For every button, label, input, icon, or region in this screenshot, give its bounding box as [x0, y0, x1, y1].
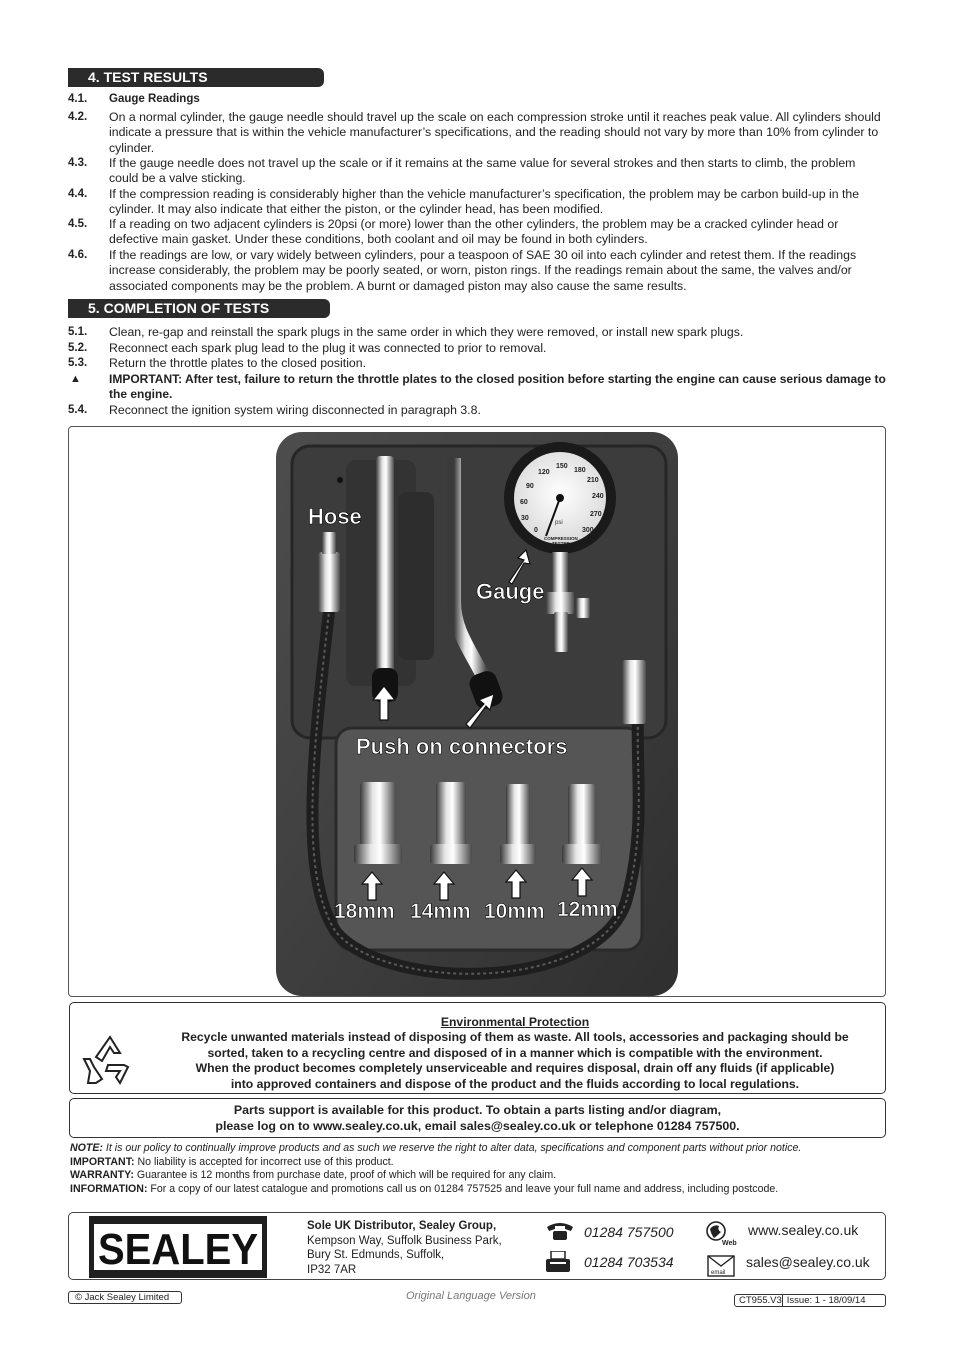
- dial-tick: 270: [590, 511, 602, 518]
- label-14mm: 14mm: [410, 900, 471, 923]
- environmental-title: Environmental Protection: [440, 1015, 590, 1029]
- para-5-2: [68, 341, 888, 356]
- section-4-heading: 4. TEST RESULTS: [68, 68, 324, 87]
- issue-number: Issue: 1 - 18/09/14: [782, 1295, 866, 1306]
- para-text: If the readings are low, or vary widely between cylinders, pour a teaspoon of SAE 30 oil into each cylinder and retest them. If the readings increase considerably, the problem may be poorly seated, or worn, piston rings. If the readings remain about the same, the valves and/or associated components may be the problem. A burnt or damaged piston may also cause the same results.: [109, 248, 857, 293]
- label-10mm: 10mm: [484, 900, 545, 923]
- dial-tick: 60: [520, 499, 528, 506]
- issue-label: [734, 1294, 886, 1307]
- para-number: 5.1.: [68, 326, 88, 338]
- address-line: Bury St. Edmunds, Suffolk,: [307, 1249, 445, 1262]
- para-4-6: [68, 248, 888, 294]
- dial-tick: 210: [587, 477, 599, 484]
- para-number: 4.4.: [68, 188, 88, 200]
- svg-text:Web: Web: [722, 1240, 737, 1246]
- parts-line: please log on to www.sealey.co.uk, email sales@sealey.co.uk or telephone 01284 757500.: [215, 1118, 740, 1133]
- original-language-label: Original Language Version: [406, 1290, 536, 1302]
- adaptor-14mm: [430, 782, 472, 864]
- para-text: If a reading on two adjacent cylinders is 20psi (or more) lower than the other cylinders, the problem may be a cracked cylinder head or defective main gasket. Under these conditions, both coolant and oil may be found in both cylinders.: [109, 217, 839, 247]
- telephone-number[interactable]: 01284 757500: [584, 1224, 674, 1240]
- para-number: 4.1.: [68, 93, 88, 105]
- para-4-1: [68, 92, 888, 107]
- important-line: IMPORTANT: No liability is accepted for incorrect use of this product.: [70, 1155, 394, 1168]
- address-line: Kempson Way, Suffolk Business Park,: [307, 1234, 502, 1247]
- hose-end-coupler: [622, 660, 646, 724]
- para-5-3: [68, 356, 888, 371]
- fax-icon: [545, 1251, 571, 1273]
- recycle-icon: [80, 1031, 140, 1091]
- para-text: Reconnect the ignition system wiring disconnected in paragraph 3.8.: [109, 403, 481, 417]
- information-line: INFORMATION: For a copy of our latest catalogue and promotions call us on 01284 757525 and leave your full name and address, including postcode.: [70, 1182, 779, 1195]
- para-text: Clean, re-gap and reinstall the spark plugs in the same order in which they were removed, or install new spark plugs.: [109, 325, 744, 339]
- footer-contact-box: [68, 1212, 886, 1280]
- para-important-warning: [68, 372, 888, 403]
- address-line: IP32 7AR: [307, 1263, 357, 1276]
- tray-hole: [337, 477, 343, 483]
- model-number: CT955.V3: [739, 1295, 782, 1306]
- website-link[interactable]: www.sealey.co.uk: [748, 1222, 859, 1238]
- environmental-line: Recycle unwanted materials instead of disposing of them as waste. All tools, accessories and packaging should be: [181, 1030, 849, 1045]
- fax-number[interactable]: 01284 703534: [584, 1254, 674, 1270]
- para-number: 5.2.: [68, 342, 88, 354]
- tube-recess-2: [398, 492, 434, 660]
- hose-coupler: [318, 552, 340, 612]
- label-gauge: Gauge: [476, 579, 545, 604]
- gauge-hub: [556, 494, 564, 502]
- environmental-protection-box: [69, 1002, 886, 1094]
- dial-unit: psi: [555, 520, 563, 526]
- hose-coupler-tip: [322, 532, 336, 554]
- dial-brand: COMPRESSION: [544, 536, 578, 541]
- section-5-heading: 5. COMPLETION OF TESTS: [68, 299, 330, 318]
- note-line: NOTE: It is our policy to continually improve products and as such we reserve the right to alter data, specifications and component parts without prior notice.: [70, 1142, 802, 1154]
- dial-tick: 0: [534, 527, 538, 534]
- copyright-label: © Jack Sealey Limited: [68, 1291, 182, 1304]
- svg-text:email: email: [711, 1270, 726, 1276]
- sealey-logo: [89, 1216, 267, 1278]
- para-number: 4.2.: [68, 111, 88, 123]
- legal-notes: [70, 1142, 890, 1196]
- dial-tick: 120: [538, 469, 550, 476]
- para-5-4: [68, 403, 888, 418]
- product-photo: [276, 432, 678, 996]
- para-text: Return the throttle plates to the closed position.: [109, 356, 367, 370]
- dial-tick: 90: [526, 483, 534, 490]
- para-4-5: [68, 217, 888, 248]
- para-4-3: [68, 156, 888, 187]
- gauge-stem: [552, 552, 568, 598]
- warranty-line: WARRANTY: Guarantee is 12 months from purchase date, proof of which will be required for any claim.: [70, 1169, 557, 1182]
- email-link[interactable]: sales@sealey.co.uk: [746, 1254, 870, 1270]
- para-text: On a normal cylinder, the gauge needle should travel up the scale on each compression stroke until it reaches peak value. All cylinders should indicate a pressure that is within the vehicle manufacturer’s specifications, and the reading should not vary by more than 10% from cylinder to cylinder.: [109, 110, 881, 155]
- environmental-line: sorted, taken to a recycling centre and disposed of in a manner which is compatible with the environment.: [207, 1045, 823, 1060]
- telephone-icon: [545, 1221, 575, 1241]
- label-18mm: 18mm: [334, 900, 395, 923]
- adaptor-18mm: [354, 782, 402, 864]
- dial-tick: 150: [556, 463, 568, 470]
- gauge-fitting: [554, 612, 568, 652]
- web-globe-icon: [705, 1220, 737, 1246]
- svg-text:SEALEY: SEALEY: [98, 1225, 258, 1274]
- para-text: Reconnect each spark plug lead to the plug it was connected to prior to removal.: [109, 341, 547, 355]
- para-text: Gauge Readings: [109, 93, 200, 105]
- extension-tube-straight: [376, 456, 394, 676]
- adaptor-12mm: [562, 784, 602, 864]
- parts-line: Parts support is available for this product. To obtain a parts listing and/or diagram,: [233, 1103, 722, 1117]
- environmental-line: into approved containers and dispose of the product and the fluids according to local regulations.: [230, 1076, 800, 1091]
- dial-tick: 240: [592, 493, 604, 500]
- email-envelope-icon: [707, 1255, 735, 1277]
- para-number: 4.3.: [68, 157, 88, 169]
- para-text: If the compression reading is considerably higher than the vehicle manufacturer’s specification, the problem may be carbon build-up in the cylinder. It may also indicate that either the piston, or the cylinder head, has been modified.: [109, 187, 860, 217]
- distributor-name: Sole UK Distributor, Sealey Group,: [307, 1220, 497, 1232]
- para-5-1: [68, 325, 888, 340]
- gauge-coupler: [546, 592, 574, 614]
- para-text: If the gauge needle does not travel up the scale or if it remains at the same value for several strokes and then starts to climb, the problem could be a valve sticking.: [109, 156, 856, 186]
- dial-tick: 30: [521, 515, 529, 522]
- dial-tick: 300: [582, 527, 594, 534]
- dial-tick: 180: [574, 467, 586, 474]
- label-12mm: 12mm: [557, 898, 618, 921]
- label-hose: Hose: [308, 504, 362, 529]
- parts-support-box: [69, 1098, 886, 1138]
- para-4-2: [68, 110, 888, 156]
- warning-triangle-icon: ▲: [70, 373, 81, 385]
- gauge-valve: [576, 598, 590, 618]
- para-number: 4.6.: [68, 249, 88, 261]
- label-push-on-connectors: Push on connectors: [356, 734, 568, 759]
- para-number: 5.4.: [68, 404, 88, 416]
- para-number: 4.5.: [68, 218, 88, 230]
- para-number: 5.3.: [68, 357, 88, 369]
- environmental-line: When the product becomes completely unserviceable and requires disposal, drain off any fluids (if applicable): [195, 1061, 835, 1076]
- environmental-text: [160, 1015, 870, 1092]
- distributor-address: [307, 1219, 502, 1277]
- para-4-4: [68, 187, 888, 218]
- para-text: IMPORTANT: After test, failure to return the throttle plates to the closed position before starting the engine can cause serious damage to the engine.: [109, 372, 886, 402]
- dial-brand-2: TESTER: [552, 541, 570, 546]
